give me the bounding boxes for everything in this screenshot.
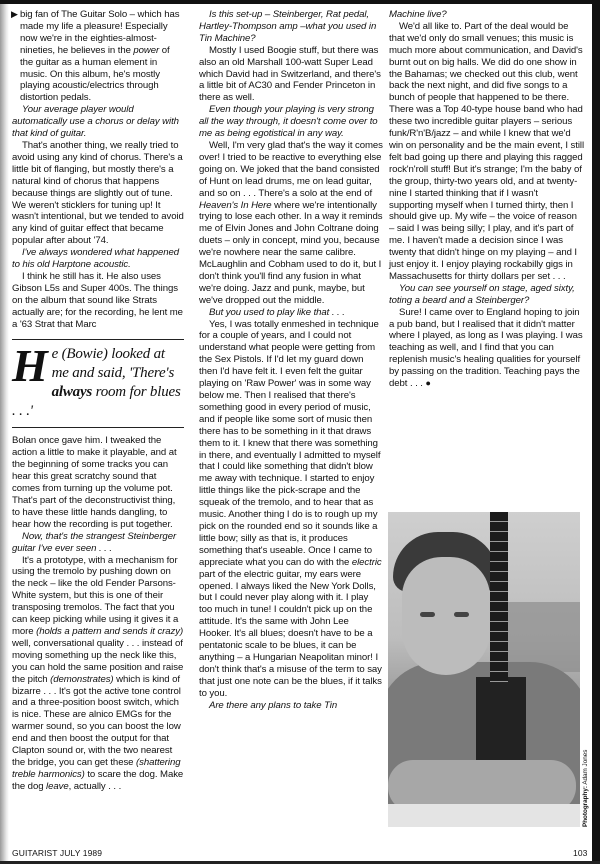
photo-eye xyxy=(420,612,435,617)
text-run: We'd all like to. Part of the deal would be that we'd only do small venues; this music is much more about communication, and David's burnt out on big halls. We did do one show in the Bahamas; we checked out this club, went back the next night, and did five songs to a bunch of people that happened to be there. There was a Top 40-type house band who had these two incredible guitar players – serious funk/R'n'B/jazz – and while I knew that we'd win on personality and be the main event, I still felt bad going up there and playing this ragged rock'n'roll stuff! But it's strange; I'm the baby of the group, thirty-two years old, and at twenty-nine I started thinking that if I wasn't supporting myself when I turned thirty, then I should give up. My wife – the voice of reason – said I was being silly; I play, and it's part of me. I haven't made a decision since I was twenty that didn't hinge on my playing – and I just enjoy it. I enjoy playing rockabilly gigs in Massachusetts for thirty dollars per set . . . xyxy=(389,20,584,282)
interview-question xyxy=(199,307,383,319)
pull-quote-text: e (Bowie) looked at me and said, 'There's xyxy=(51,346,175,382)
guitarist-photo xyxy=(388,512,580,827)
text-run: Sure! I came over to England hoping to join a pub band, but I realised that it didn't matter where I played, as long as I was playing. I was teaching as well, and I find that you can replenish music's healing qualities for yourself by passing on the tradition. Teaching pays the debt . . . xyxy=(389,306,583,390)
interview-question xyxy=(199,700,383,712)
column-3 xyxy=(389,9,584,390)
pull-quote-text-end: room for blues . . .' xyxy=(12,384,181,420)
italic-text: power xyxy=(133,44,160,56)
paragraph xyxy=(199,319,383,700)
interview-question xyxy=(12,247,184,271)
pull-quote-emphasis: always xyxy=(51,384,93,401)
text-run: , actually . . . xyxy=(68,780,122,792)
text-run: Yes, I was totally enmeshed in technique for a couple of years, and I could not understand what people were getting from the Sex Pistols. If I'd let my guard down then I'd have felt it. I even felt the guitar playing on 'Raw Power' was in some way below me. Then I realised that there's something good in every period of music, and if people like some sort of music then there has to be something in it that draws them to it. I knew that there was something in there, and eventually I admitted to myself that I could like something that didn't blow me away with technique. I started to enjoy little things like the pick-scrape and the squeak of the tremolo, and to hear that as music. Another thing I do is to rough up my pick on the rounded end so it sounds like a little bow; silly as that is, it produces something that's useable. Once I came to appreciate what you can do with the xyxy=(199,318,381,568)
column-2 xyxy=(199,9,383,711)
text-run: That's another thing, we really tried to avoid using any kind of chorus. There's a little bit of flanging, but mostly there's a natural kind of chorus that happens because things are slightly out of tune. We weren't sticklers for tuning up! It wasn't intentional, but we tended to avoid any kind of guitar effect that became popular after about '74. xyxy=(12,139,184,247)
text-run: Now, that's the strangest Steinberger guitar I've ever seen . . . xyxy=(12,530,177,554)
page-number: 103 xyxy=(573,848,588,858)
text-run: to scare the dog. Make the dog xyxy=(12,768,184,792)
photo-credit xyxy=(582,750,589,827)
drop-cap: H xyxy=(12,340,48,392)
text-run: Mostly I used Boogie stuff, but there was also an old Marshall 100-watt Super Lead which David had in Switzerland, and there's a little bit of AC30 and Fender Princeton in there as well. xyxy=(199,44,381,104)
text-run: well, conversational quality . . . instead of moving something up the neck like this, you can hold the same position and raise the pitch xyxy=(12,637,184,685)
text-run: Are there any plans to take Tin xyxy=(209,699,338,711)
paragraph xyxy=(199,45,383,105)
text-run: I think he still has it. He also uses Gibson L5s and Super 400s. The things on the album that sound like Strats actually are; for the recording, he lent me a '63 Strat that Marc xyxy=(12,270,183,330)
italic-text: Heaven's In Here xyxy=(199,199,272,211)
text-run: But you used to play like that . . . xyxy=(209,306,345,318)
page-gutter-shadow xyxy=(0,0,9,864)
column-1 xyxy=(12,9,184,793)
text-run: I've always wondered what happened to his old Harptone acoustic. xyxy=(12,247,179,271)
interview-question xyxy=(389,283,584,307)
pull-quote xyxy=(12,339,184,428)
interview-question xyxy=(12,104,184,140)
text-run: It's a prototype, with a mechanism for using the tremolo by pushing down on the neck – like the old Fender Parsons-White system, but this is one of their transposing tremolos. The fact that you can keep picking while using it gives it a more xyxy=(12,554,179,637)
column-1-top-text xyxy=(12,9,184,330)
interview-question xyxy=(12,531,184,555)
text-run: You can see yourself on stage, aged sixty, toting a beard and a Steinberger? xyxy=(389,282,575,306)
footer-publication: GUITARIST JULY 1989 xyxy=(12,848,103,858)
italic-text: electric xyxy=(351,556,382,568)
interview-question xyxy=(199,104,383,140)
paragraph xyxy=(12,435,184,530)
photo-guitar-body xyxy=(476,677,526,772)
paragraph xyxy=(12,271,184,331)
text-run: Bolan once gave him. I tweaked the action a little to make it playable, and at the beginning of some tracks you can hear this great scratchy sound that comes from turning up the volume pot. That's part of the deconstructivist thing, to have these little hands dangling, to hear how the recording is put together. xyxy=(12,435,177,530)
continuation-arrow-icon: ▶ xyxy=(11,9,18,19)
column-1-bottom-text xyxy=(12,435,184,792)
text-run: where we're intentionally trying to lose each other. In a way it reminds me of Elvin Jones and John Coltrane doing duets – only in concept, mind you, because we're nowhere near the same calibre. McLaughlin and Cobham used to do it, but I don't think you'll find any fusion in what we're doing. Jazz and punk, maybe, but we've dropped out the middle. xyxy=(199,199,383,306)
interview-question xyxy=(389,9,584,21)
text-run: Well, I'm very glad that's the way it comes over! I tried to be reactive to everything else going on. We joked that the band consisted of Hunt on lead drums, me on lead guitar, and so on . . . There's a solo at the end of xyxy=(199,139,383,199)
text-run: of the guitar as a human element in music. On this album, he's mostly playing acoustic/electrics through distortion pedals. xyxy=(20,44,170,104)
italic-text: (holds a pattern and sends it crazy) xyxy=(36,625,184,637)
paragraph xyxy=(12,9,184,104)
paragraph xyxy=(389,307,584,390)
paragraph xyxy=(199,140,383,307)
italic-text: (demonstrates) xyxy=(50,673,114,685)
text-run: Machine live? xyxy=(389,9,447,20)
photo-guitar-neck xyxy=(490,512,508,682)
top-border xyxy=(0,0,600,4)
text-run: Is this set-up – Steinberger, Rat pedal, Hartley-Thompson amp –what you used in Tin Machine? xyxy=(199,9,377,44)
right-border xyxy=(592,0,600,864)
italic-text: (shattering treble harmonics) xyxy=(12,756,181,780)
photo-face xyxy=(402,557,490,675)
photo-credit-label: Photography: xyxy=(582,786,589,827)
text-run: Your average player would automatically use a chorus or delay with that kind of guitar. xyxy=(12,104,179,140)
photo-table xyxy=(388,804,580,827)
text-run: big fan of The Guitar Solo – which has made my life a pleasure! Especially now we're in the eighties-almost-nineties, he believes in the xyxy=(20,9,180,56)
text-run: which is kind of bizarre . . . It's got the active tone control and a three-position boost switch, which is nice. These are alnico EMGs for the warmer sound, so you can boost the low end and then boost the output for that Clapton sound or, with the two nearest the bridge, you can get these xyxy=(12,673,181,768)
end-of-article-icon: ● xyxy=(425,378,431,389)
photo-credit-name: Adam Jones xyxy=(582,749,589,785)
paragraph xyxy=(389,21,584,283)
text-run: part of the electric guitar, my ears were opened. I always liked the New York Dolls, but I could never play along with it. I play too much in tune! I couldn't pick up on the attitude. It's the same with John Lee Hooker. It's all blues; doesn't have to be a pentatonic scale to be blues, it can be anything – a Hungarian Neapolitan minor! I don't think that's a misuse of the term to say that just one note can be the blues, if it talks to you. xyxy=(199,568,382,699)
text-run: Even though your playing is very strong all the way through, it doesn't come over to me as being egotistical in any way. xyxy=(199,104,378,140)
paragraph xyxy=(12,140,184,247)
interview-question xyxy=(199,9,383,45)
italic-text: leave xyxy=(46,780,69,792)
photo-eye xyxy=(454,612,469,617)
paragraph xyxy=(12,555,184,793)
